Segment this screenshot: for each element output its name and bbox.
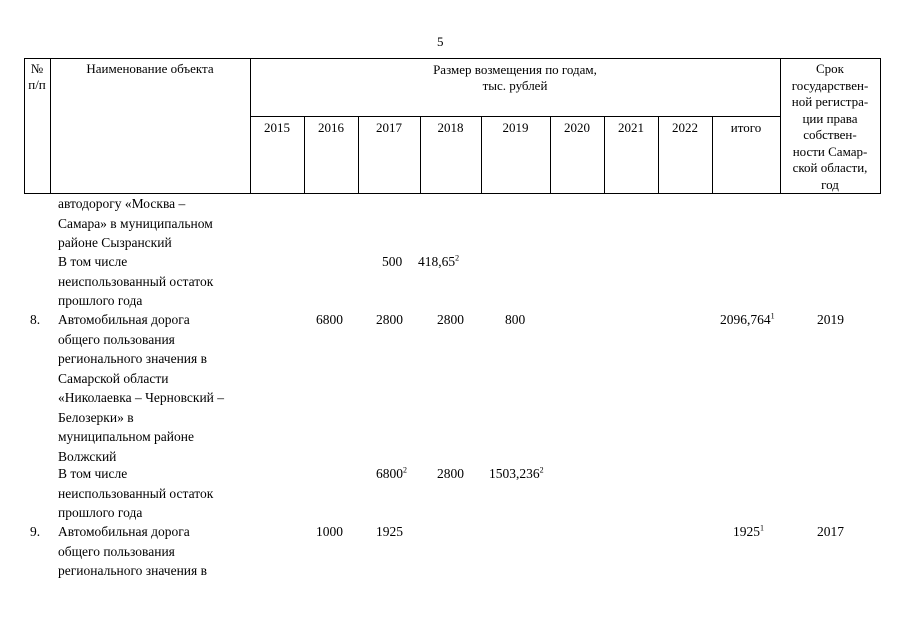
row-1-2017: 500 bbox=[382, 254, 403, 269]
page-number: 5 bbox=[437, 34, 444, 49]
year-2017: 2017 bbox=[376, 120, 402, 135]
table-header bbox=[0, 0, 905, 200]
year-2020: 2020 bbox=[564, 120, 590, 135]
row-9-name: Автомобильная дорога общего пользования регионального значения в bbox=[58, 524, 207, 578]
row-8-num: 8. bbox=[30, 312, 41, 327]
row-9-term: 2017 bbox=[817, 524, 844, 539]
year-2018: 2018 bbox=[437, 120, 464, 135]
row-8-total: 2096,764$^1$ bbox=[720, 311, 775, 327]
row-9-2017: 1925 bbox=[376, 524, 403, 539]
year-total: итого bbox=[730, 120, 762, 135]
row-8-name: Автомобильная дорога общего пользования регионального значения в Самарской области «Николаевка – Черновский – Белозерки» в муниципальном районе Волжский bbox=[58, 312, 225, 464]
row-1-name: В том числе неиспользованный остаток прошлого года bbox=[58, 254, 214, 308]
year-2019: 2019 bbox=[502, 120, 529, 135]
row-0-name: автодорогу «Москва – Самара» в муниципальном районе Сызранский bbox=[58, 196, 213, 250]
row-1-2018: 418,65$^2$ bbox=[418, 253, 460, 269]
row-8-sub-2017: 6800$^2$ bbox=[376, 465, 407, 481]
row-9-2016: 1000 bbox=[316, 524, 343, 539]
header-name: Наименование объекта bbox=[86, 61, 214, 76]
year-2016: 2016 bbox=[318, 120, 344, 135]
header-term: Срок государствен- ной регистра- ции права собствен- ности Самар- ской области, год bbox=[791, 61, 869, 192]
row-9-total: 1925$^1$ bbox=[733, 523, 764, 539]
year-2022: 2022 bbox=[672, 120, 698, 135]
row-9-num: 9. bbox=[30, 524, 41, 539]
row-8-2017: 2800 bbox=[376, 312, 403, 327]
row-8-2018: 2800 bbox=[437, 312, 464, 327]
row-8-sub-name: В том числе неиспользованный остаток прошлого года bbox=[58, 466, 214, 520]
row-8-sub-2018: 2800 bbox=[437, 466, 464, 481]
row-8-2016: 6800 bbox=[316, 312, 343, 327]
header-num: № п/п bbox=[28, 61, 46, 92]
row-8-2019: 800 bbox=[505, 312, 526, 327]
row-8-sub-2019: 1503,236$^2$ bbox=[489, 465, 544, 481]
year-2021: 2021 bbox=[618, 120, 644, 135]
row-8-term: 2019 bbox=[817, 312, 844, 327]
header-amount: Размер возмещения по годам, тыс. рублей bbox=[433, 62, 597, 93]
year-2015: 2015 bbox=[264, 120, 290, 135]
